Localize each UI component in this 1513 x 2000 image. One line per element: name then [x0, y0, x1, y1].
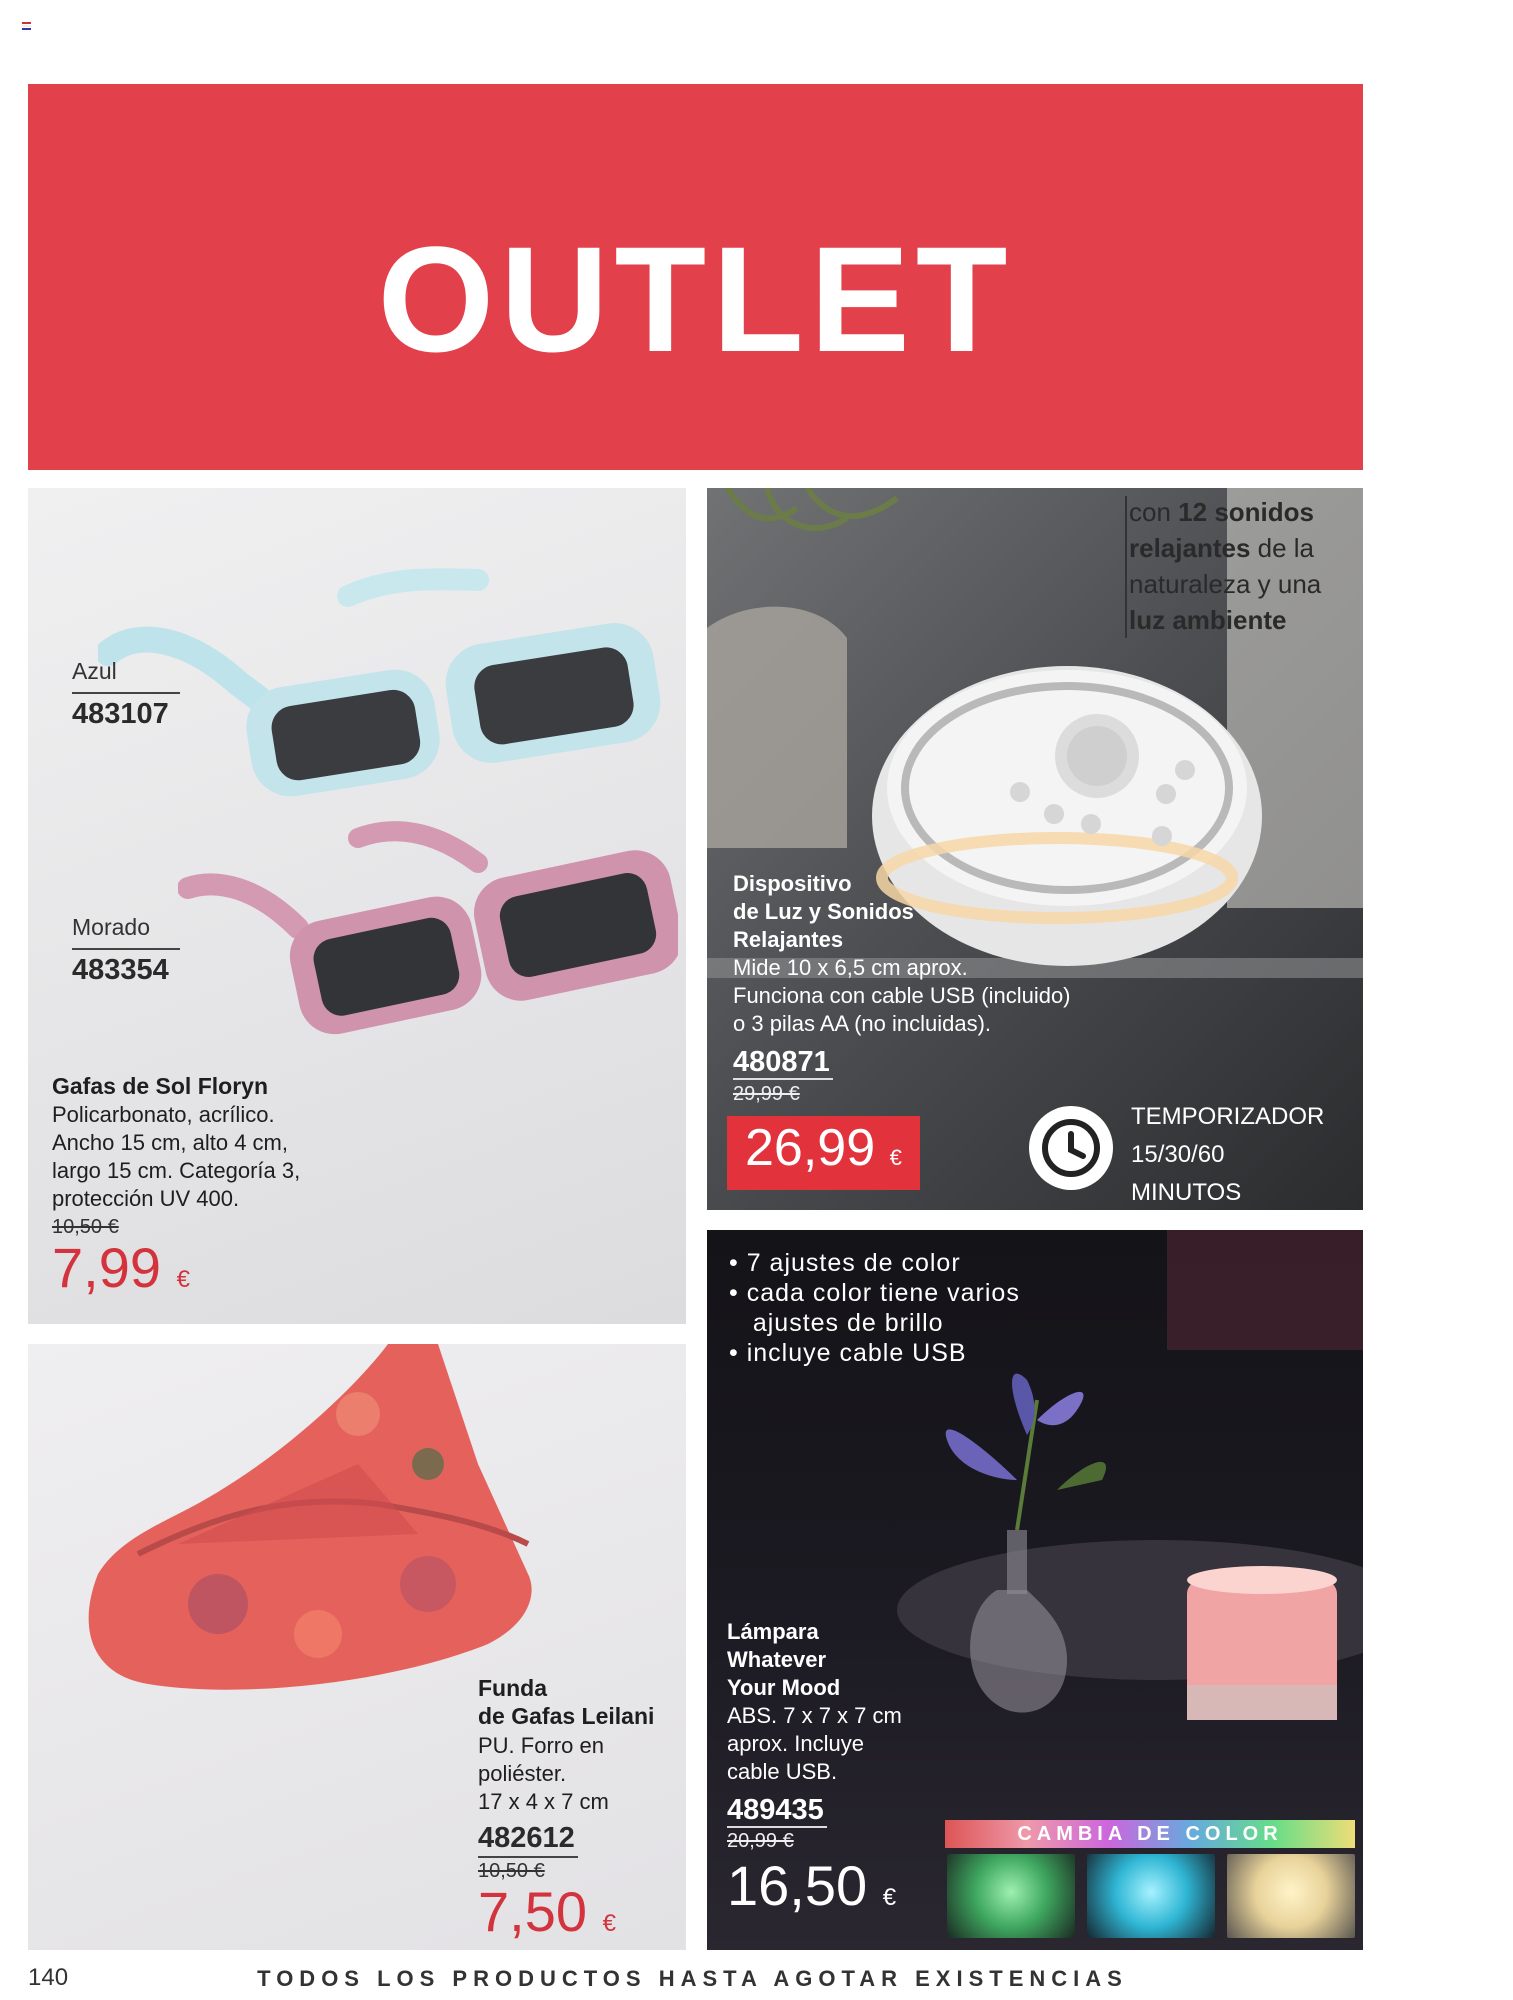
tagline-divider	[1125, 496, 1127, 638]
old-price: 10,50 €	[478, 1860, 545, 1882]
product-description: PU. Forro en poliéster. 17 x 4 x 7 cm	[478, 1733, 609, 1814]
product-name: Funda de Gafas Leilani	[478, 1675, 655, 1729]
product-description: ABS. 7 x 7 x 7 cm aprox. Incluye cable USB.	[727, 1703, 902, 1784]
timer-icon	[1029, 1106, 1113, 1190]
old-price: 20,99 €	[727, 1830, 794, 1852]
timer-info: TEMPORIZADOR 15/30/60 MINUTOS	[1131, 1103, 1325, 1206]
currency-symbol: €	[176, 1266, 190, 1293]
currency-symbol: €	[889, 1145, 902, 1170]
variant-color-label: Azul	[72, 658, 117, 684]
sound-device-panel	[707, 488, 1363, 1210]
price	[478, 1880, 616, 1943]
old-price: 29,99 €	[733, 1083, 800, 1105]
price	[52, 1236, 190, 1299]
blue-lamp-thumbnail	[1087, 1854, 1215, 1938]
product-code: 483354	[72, 954, 169, 986]
price	[727, 1116, 920, 1190]
currency-symbol: €	[882, 1884, 897, 1911]
page-number: 140	[28, 1964, 69, 1991]
variant-color-label: Morado	[72, 914, 150, 940]
color-change-badge: CAMBIA DE COLOR	[945, 1820, 1355, 1848]
divider	[72, 692, 180, 694]
feature-tagline: con 12 sonidos relajantes de la naturaleza y una luz ambiente	[1129, 497, 1322, 635]
divider	[727, 1826, 827, 1828]
divider	[72, 948, 180, 950]
divider	[478, 1856, 578, 1858]
product-code: 482612	[478, 1822, 575, 1854]
price-value: 26,99	[745, 1119, 876, 1177]
old-price: 10,50 €	[52, 1216, 119, 1238]
yellow-lamp-thumbnail	[1227, 1854, 1355, 1938]
product-code: 480871	[733, 1046, 830, 1078]
green-lamp-thumbnail	[947, 1854, 1075, 1938]
feature-bullets: • 7 ajustes de color • cada color tiene varios ajustes de brillo • incluye cable USB	[729, 1249, 1020, 1367]
divider	[733, 1078, 833, 1080]
outlet-banner	[28, 84, 1363, 470]
footer-note: TODOS LOS PRODUCTOS HASTA AGOTAR EXISTENCIAS	[257, 1966, 1128, 1991]
sunglasses-panel	[28, 488, 686, 1324]
glasses-case-panel	[28, 1344, 686, 1950]
product-description: Mide 10 x 6,5 cm aprox. Funciona con cable USB (incluido) o 3 pilas AA (no incluidas).	[733, 955, 1071, 1036]
flag-icon	[22, 22, 31, 29]
product-description-line: largo 15 cm. Categoría 3,	[52, 1158, 301, 1183]
price-value: 7,50	[478, 1880, 587, 1943]
product-name: Lámpara Whatever Your Mood	[727, 1619, 841, 1700]
product-name: Gafas de Sol Floryn	[52, 1073, 268, 1099]
price-value: 7,99	[52, 1236, 161, 1299]
product-description-line: protección UV 400.	[52, 1186, 240, 1211]
product-name: Dispositivo de Luz y Sonidos Relajantes	[733, 871, 914, 952]
banner-title: OUTLET	[377, 215, 1014, 383]
product-code: 483107	[72, 698, 169, 730]
pink-sunglasses-image	[178, 808, 678, 1058]
blue-sunglasses-image	[98, 538, 668, 798]
price-value: 16,50	[727, 1854, 868, 1917]
price	[727, 1854, 897, 1917]
product-description-line: Ancho 15 cm, alto 4 cm,	[52, 1130, 288, 1155]
product-description-line: Policarbonato, acrílico.	[52, 1102, 275, 1127]
currency-symbol: €	[602, 1910, 616, 1937]
product-code: 489435	[727, 1794, 824, 1826]
mood-lamp-panel	[707, 1230, 1363, 1950]
